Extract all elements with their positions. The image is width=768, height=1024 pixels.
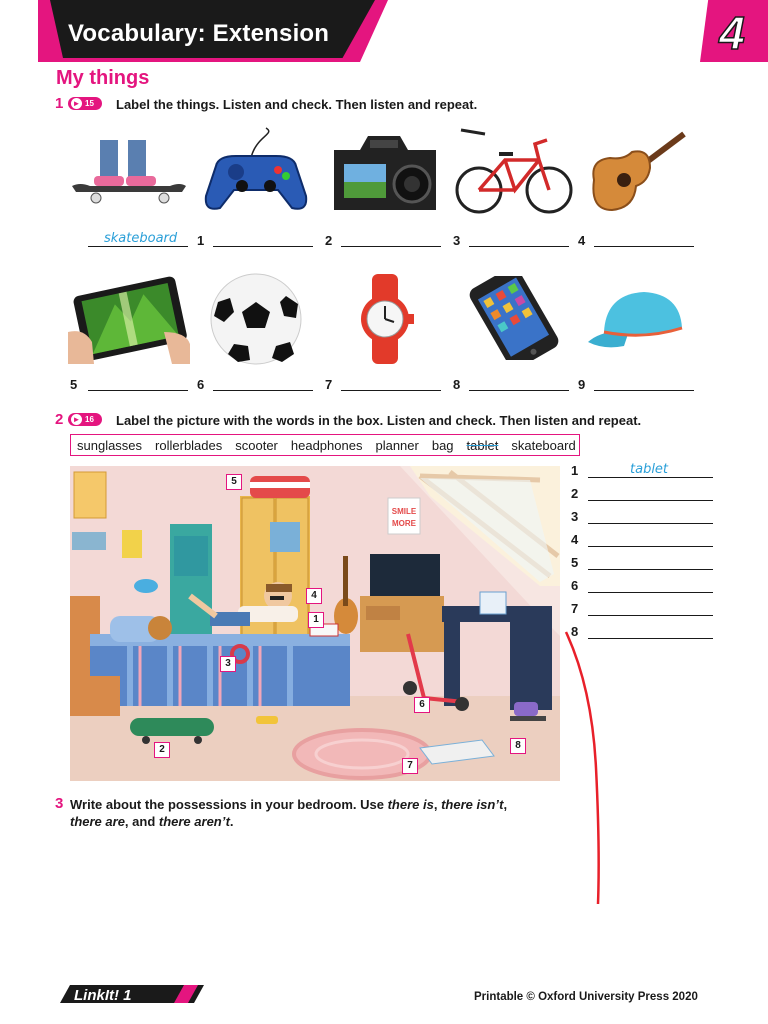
linkit-logo	[56, 983, 206, 1005]
word-item-struck: tablet	[466, 437, 499, 453]
word-item: scooter	[235, 437, 278, 453]
item-number: 4	[578, 233, 586, 248]
item-number: 5	[571, 555, 579, 570]
answer-line[interactable]	[594, 390, 694, 391]
word-item: planner	[375, 437, 419, 453]
answer-line[interactable]	[588, 500, 713, 501]
instr-italic: there is	[387, 797, 434, 812]
answer-line[interactable]	[588, 523, 713, 524]
exercise-1-instruction: Label the things. Listen and check. Then listen and repeat.	[116, 97, 478, 112]
instr-text: .	[229, 814, 234, 829]
picture-tag: 7	[402, 758, 418, 774]
logo-text: LinkIt! 1	[74, 987, 132, 1004]
answer-line[interactable]	[88, 390, 188, 391]
word-item: headphones	[290, 437, 363, 453]
instr-italic: there isn’t	[441, 797, 504, 812]
answer-line[interactable]	[588, 569, 713, 570]
example-answer: skateboard	[104, 231, 178, 246]
item-number: 5	[70, 377, 78, 392]
exercise-3-number: 3	[55, 795, 64, 812]
answer-line[interactable]	[213, 246, 313, 247]
smartphone-picture	[464, 276, 566, 360]
poster-text-2: MORE	[392, 519, 416, 528]
guitar-picture	[584, 130, 688, 216]
word-box	[70, 434, 580, 456]
picture-tag: 2	[154, 742, 170, 758]
skateboard-picture	[70, 138, 188, 210]
word-item: bag	[431, 437, 454, 453]
speaker-icon: ►	[72, 415, 81, 424]
game-controller-picture	[196, 126, 316, 216]
example-answer: tablet	[630, 462, 669, 477]
watch-picture	[352, 274, 418, 364]
audio-track-15-button[interactable]	[68, 97, 102, 110]
item-number: 3	[453, 233, 461, 248]
audio-track-number: 15	[85, 99, 94, 108]
answer-line[interactable]	[88, 246, 188, 247]
instr-text: Write about the possessions in your bedroom. Use	[70, 797, 388, 812]
audio-track-number: 16	[85, 415, 94, 424]
item-number: 8	[571, 624, 579, 639]
speaker-icon: ►	[72, 99, 81, 108]
football-picture	[204, 272, 308, 366]
instr-italic: there are	[70, 814, 125, 829]
poster-text-1: SMILE	[391, 507, 417, 516]
picture-tag: 1	[308, 612, 324, 628]
answer-line[interactable]	[594, 246, 694, 247]
item-number: 1	[571, 463, 579, 478]
picture-tag: 8	[510, 738, 526, 754]
answer-line[interactable]	[588, 592, 713, 593]
picture-tag: 5	[226, 474, 242, 490]
exercise-1-number: 1	[55, 95, 64, 112]
answer-line[interactable]	[341, 390, 441, 391]
bedroom-picture	[70, 466, 560, 781]
audio-track-16-button[interactable]	[68, 413, 102, 426]
item-number: 6	[571, 578, 579, 593]
item-number: 3	[571, 509, 579, 524]
item-number: 7	[325, 377, 333, 392]
item-number: 8	[453, 377, 461, 392]
item-number: 1	[197, 233, 205, 248]
picture-tag: 6	[414, 697, 430, 713]
answer-line[interactable]	[213, 390, 313, 391]
item-number: 9	[578, 377, 586, 392]
word-item: sunglasses	[77, 437, 143, 453]
exercise-2-instruction: Label the picture with the words in the box. Listen and check. Then listen and repeat.	[116, 413, 642, 428]
item-number: 2	[571, 486, 579, 501]
camera-picture	[330, 130, 440, 214]
word-item: rollerblades	[155, 437, 223, 453]
answer-line[interactable]	[469, 390, 569, 391]
instr-text: , and	[124, 814, 159, 829]
answer-line[interactable]	[469, 246, 569, 247]
item-number: 2	[325, 233, 333, 248]
answer-line[interactable]	[588, 546, 713, 547]
instr-text: ,	[503, 797, 508, 812]
cap-picture	[584, 288, 688, 358]
exercise-3-instruction	[70, 796, 540, 830]
answer-line[interactable]	[341, 246, 441, 247]
page-title: Vocabulary: Extension	[68, 20, 330, 47]
item-number: 7	[571, 601, 579, 616]
instr-italic: there aren’t	[158, 814, 230, 829]
answer-line[interactable]	[588, 477, 713, 478]
copyright-notice: Printable © Oxford University Press 2020	[474, 991, 698, 1003]
item-number: 6	[197, 377, 205, 392]
instr-text: ,	[433, 797, 442, 812]
section-title: My things	[56, 67, 150, 89]
bike-picture	[455, 124, 573, 218]
margin-line	[556, 628, 616, 908]
word-item: skateboard	[511, 437, 576, 453]
answer-line[interactable]	[588, 615, 713, 616]
item-number: 4	[571, 532, 579, 547]
tablet-picture	[68, 272, 190, 364]
picture-tag: 4	[306, 588, 322, 604]
exercise-2-number: 2	[55, 411, 64, 428]
picture-tag: 3	[220, 656, 236, 672]
unit-number: 4	[719, 7, 745, 59]
